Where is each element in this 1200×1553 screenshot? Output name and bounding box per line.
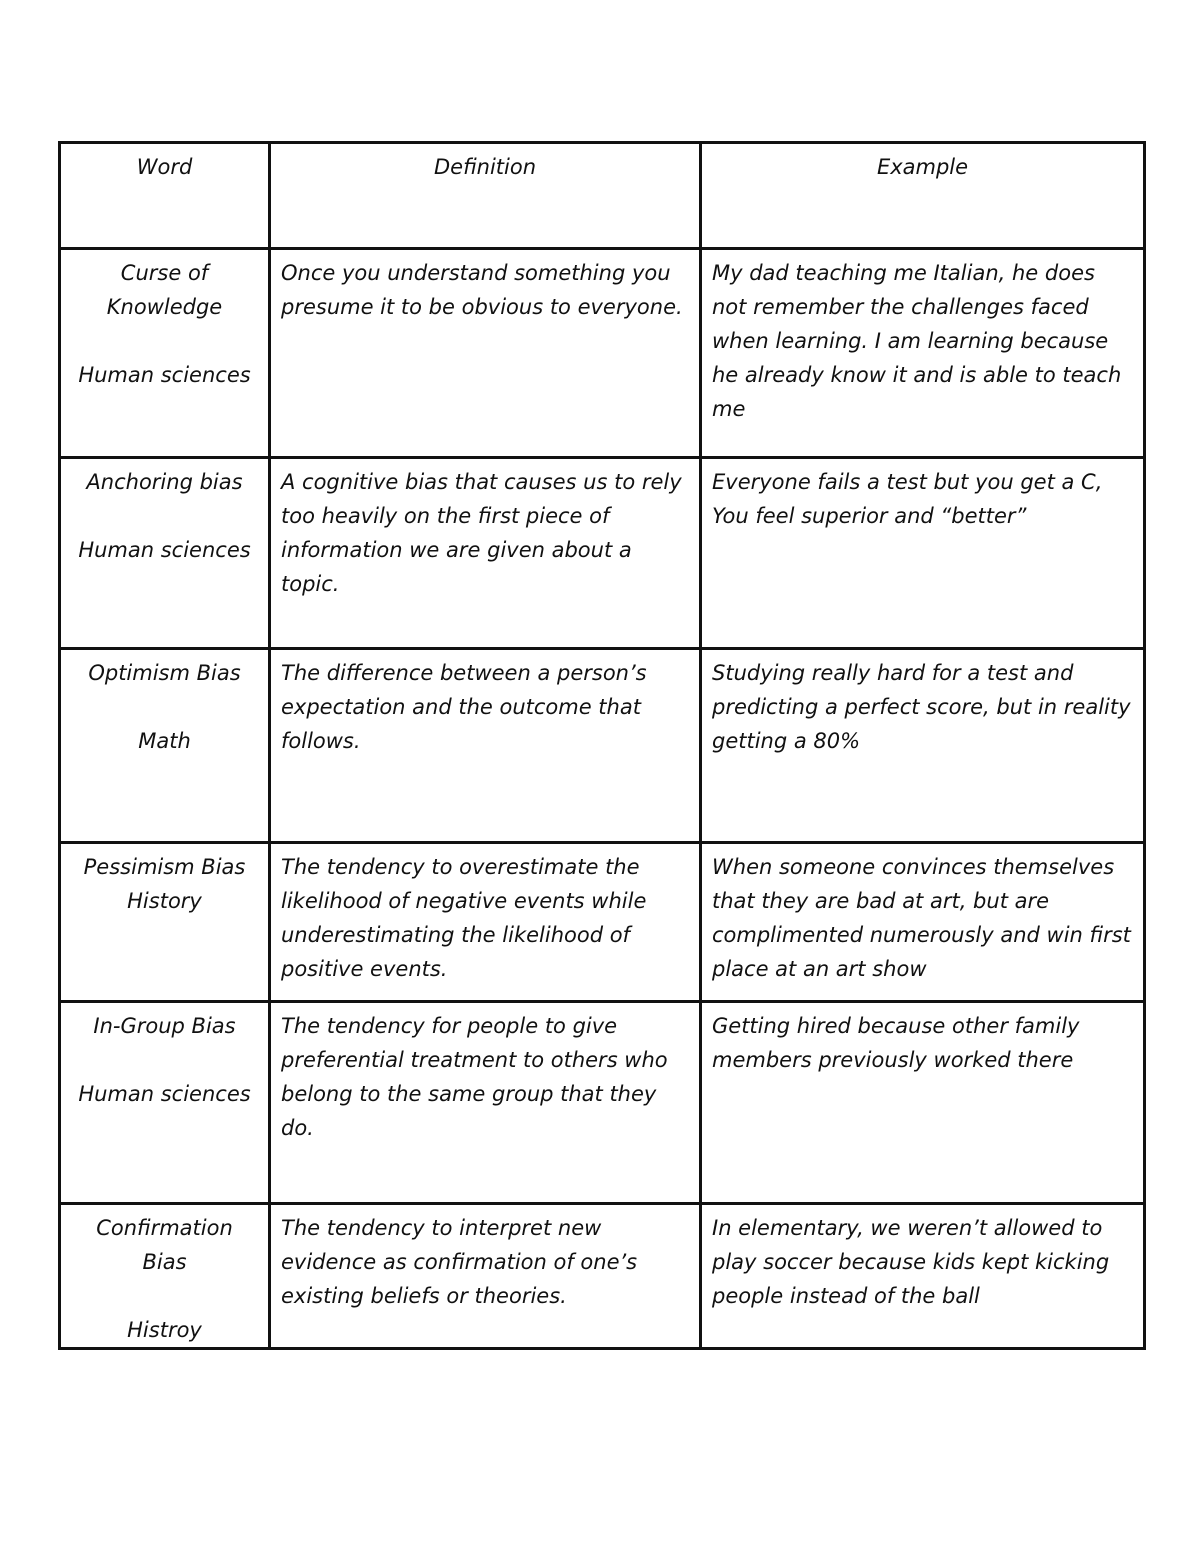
- table-row: [60, 649, 1145, 843]
- table-row: [60, 1204, 1145, 1349]
- definition-cell: The difference between a person’s expectation and the outcome that follows.: [270, 649, 701, 843]
- word-cell: [60, 1204, 270, 1349]
- header-row: [60, 143, 1145, 249]
- example-cell: When someone convinces themselves that they are bad at art, but are complimented numerously and win first place at an art show: [701, 843, 1145, 1002]
- word-subject: Histroy: [127, 1318, 202, 1342]
- word-term: Anchoring bias: [86, 470, 243, 494]
- example-cell: Studying really hard for a test and predicting a perfect score, but in reality getting a 80%: [701, 649, 1145, 843]
- table-row: [60, 1002, 1145, 1204]
- word-term: In-Group Bias: [93, 1014, 236, 1038]
- word-cell: [60, 458, 270, 649]
- word-term-cont: Bias: [142, 1250, 187, 1274]
- word-term-cont: Knowledge: [106, 295, 223, 319]
- word-subject: History: [127, 889, 202, 913]
- word-term: Curse of: [120, 261, 209, 285]
- definition-cell: The tendency to overestimate the likelihood of negative events while underestimating the likelihood of positive events.: [270, 843, 701, 1002]
- word-cell: [60, 649, 270, 843]
- word-subject: Human sciences: [78, 1082, 251, 1106]
- word-term: Optimism Bias: [88, 661, 241, 685]
- table-row: [60, 249, 1145, 458]
- example-cell: In elementary, we weren’t allowed to play soccer because kids kept kicking people instead of the ball: [701, 1204, 1145, 1349]
- word-term: Confirmation: [96, 1216, 233, 1240]
- table-row: [60, 458, 1145, 649]
- word-cell: [60, 843, 270, 1002]
- word-cell: [60, 1002, 270, 1204]
- example-cell: Getting hired because other family members previously worked there: [701, 1002, 1145, 1204]
- header-example: Example: [701, 143, 1145, 249]
- header-definition: Definition: [270, 143, 701, 249]
- example-cell: Everyone fails a test but you get a C, You feel superior and “better”: [701, 458, 1145, 649]
- header-word: Word: [60, 143, 270, 249]
- bias-table: [58, 141, 1146, 1350]
- word-cell: [60, 249, 270, 458]
- definition-cell: The tendency for people to give preferential treatment to others who belong to the same group that they do.: [270, 1002, 701, 1204]
- table-row: [60, 843, 1145, 1002]
- word-term: Pessimism Bias: [83, 855, 246, 879]
- word-subject: Math: [138, 729, 191, 753]
- word-subject: Human sciences: [78, 363, 251, 387]
- definition-cell: A cognitive bias that causes us to rely too heavily on the first piece of information we are given about a topic.: [270, 458, 701, 649]
- example-cell: My dad teaching me Italian, he does not remember the challenges faced when learning. I am learning because he already know it and is able to teach me: [701, 249, 1145, 458]
- word-subject: Human sciences: [78, 538, 251, 562]
- definition-cell: The tendency to interpret new evidence as confirmation of one’s existing beliefs or theories.: [270, 1204, 701, 1349]
- definition-cell: Once you understand something you presume it to be obvious to everyone.: [270, 249, 701, 458]
